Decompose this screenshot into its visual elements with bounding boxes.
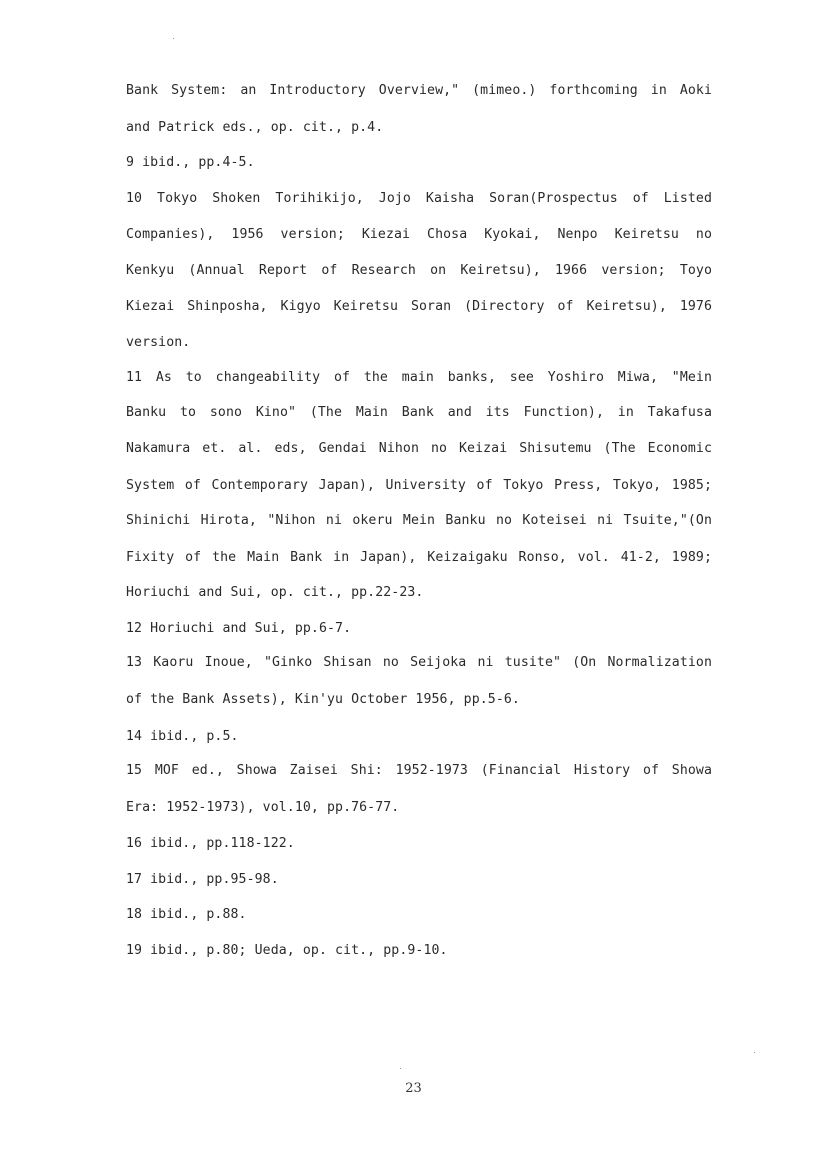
scan-speck — [400, 1068, 401, 1069]
footnote-line: Kiezai Shinposha, Kigyo Keiretsu Soran (Directory of Keiretsu), 1976 — [126, 299, 712, 314]
footnote-line: and Patrick eds., op. cit., p.4. — [126, 120, 384, 135]
footnote-12: 12 Horiuchi and Sui, pp.6-7. — [126, 621, 352, 636]
footnote-line: Shinichi Hirota, "Nihon ni okeru Mein Banku no Koteisei ni Tsuite,"(On — [126, 513, 712, 528]
footnote-10: 10 Tokyo Shoken Torihikijo, Jojo Kaisha Soran(Prospectus of Listed — [126, 191, 712, 206]
scan-speck — [754, 1052, 755, 1053]
footnote-11: 11 As to changeability of the main banks, see Yoshiro Miwa, "Mein — [126, 370, 712, 385]
footnote-line: Horiuchi and Sui, op. cit., pp.22-23. — [126, 585, 424, 600]
footnote-9: 9 ibid., pp.4-5. — [126, 155, 255, 170]
footnote-16: 16 ibid., pp.118-122. — [126, 836, 295, 851]
footnote-line: Banku to sono Kino" (The Main Bank and its Function), in Takafusa — [126, 405, 712, 420]
footnote-14: 14 ibid., p.5. — [126, 729, 239, 744]
footnote-17: 17 ibid., pp.95-98. — [126, 872, 279, 887]
footnote-line: Fixity of the Main Bank in Japan), Keizaigaku Ronso, vol. 41-2, 1989; — [126, 550, 712, 565]
footnote-line: System of Contemporary Japan), University of Tokyo Press, Tokyo, 1985; — [126, 478, 712, 493]
page-number: 23 — [405, 1081, 422, 1096]
footnote-line: version. — [126, 335, 191, 350]
footnote-19: 19 ibid., p.80; Ueda, op. cit., pp.9-10. — [126, 943, 448, 958]
footnote-line: Companies), 1956 version; Kiezai Chosa Kyokai, Nenpo Keiretsu no — [126, 227, 712, 242]
footnote-15: 15 MOF ed., Showa Zaisei Shi: 1952-1973 (Financial History of Showa — [126, 763, 712, 778]
footnote-13: 13 Kaoru Inoue, "Ginko Shisan no Seijoka ni tusite" (On Normalization — [126, 655, 712, 670]
scan-speck — [173, 38, 174, 39]
footnote-line: of the Bank Assets), Kin'yu October 1956, pp.5-6. — [126, 692, 520, 707]
footnote-18: 18 ibid., p.88. — [126, 907, 247, 922]
footnote-line: Era: 1952-1973), vol.10, pp.76-77. — [126, 800, 400, 815]
footnote-line: Bank System: an Introductory Overview," (mimeo.) forthcoming in Aoki — [126, 83, 712, 98]
footnote-line: Kenkyu (Annual Report of Research on Keiretsu), 1966 version; Toyo — [126, 263, 712, 278]
footnote-line: Nakamura et. al. eds, Gendai Nihon no Keizai Shisutemu (The Economic — [126, 441, 712, 456]
